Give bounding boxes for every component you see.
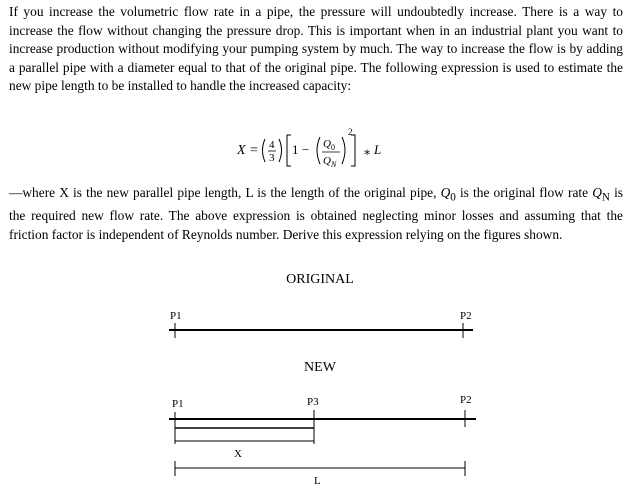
ratio-denominator-q: Q (323, 155, 331, 167)
equation-rhs: L (374, 142, 382, 157)
new-p2-label: P2 (460, 394, 472, 406)
problem-intro-paragraph: If you increase the volumetric flow rate in a pipe, the pressure will undoubtedly increase. There is a way to increase the flow without changing the pressure drop. This is important when in an industrial plant you want to increase production without modifying your pumping system by much. The way to increase the flow is by adding a parallel pipe with a diameter equal to that of the original pipe. The following expression is used to estimate the new pipe length to be installed to handle the increased capacity: (9, 4, 623, 94)
ratio-denominator-sub: N (331, 160, 337, 169)
new-p1-label: P1 (172, 398, 184, 410)
new-pipe-figure (169, 394, 476, 487)
original-figure-title: ORIGINAL (286, 272, 354, 287)
fraction-numerator-4: 4 (269, 139, 275, 151)
new-figure-title: NEW (304, 360, 336, 375)
q0-subscript: 0 (450, 191, 456, 204)
equation-one: 1 (292, 142, 299, 157)
where-text-mid: is the original flow rate (455, 185, 593, 200)
equation-lhs: X (237, 143, 246, 158)
original-pipe-figure (169, 310, 473, 338)
fraction-denominator-3: 3 (269, 152, 275, 164)
equation-equals: = (250, 143, 258, 158)
where-text-start: —where X is the new parallel pipe length, L is the length of the original pipe, (9, 185, 441, 200)
qn-subscript: N (601, 191, 610, 204)
ratio-numerator-sub: 0 (331, 143, 335, 152)
l-dimension-label: L (314, 475, 321, 487)
new-p3-label: P3 (307, 396, 319, 408)
equation-times: ∗ (363, 145, 372, 159)
original-p2-label: P2 (460, 310, 472, 322)
original-p1-label: P1 (170, 310, 182, 322)
equation-exponent: 2 (348, 127, 353, 137)
equation-minus: − (302, 142, 310, 157)
where-text-rest: is the required new flow rate. The above expression is obtained neglecting minor losses and assuming that the friction factor is independent of Reynolds number. Derive this expression relying on the figures shown. (9, 185, 624, 242)
q0-symbol: Q (440, 185, 451, 200)
x-dimension-label: X (234, 448, 242, 460)
ratio-numerator-q: Q (323, 138, 331, 150)
qn-symbol: Q (592, 185, 602, 200)
